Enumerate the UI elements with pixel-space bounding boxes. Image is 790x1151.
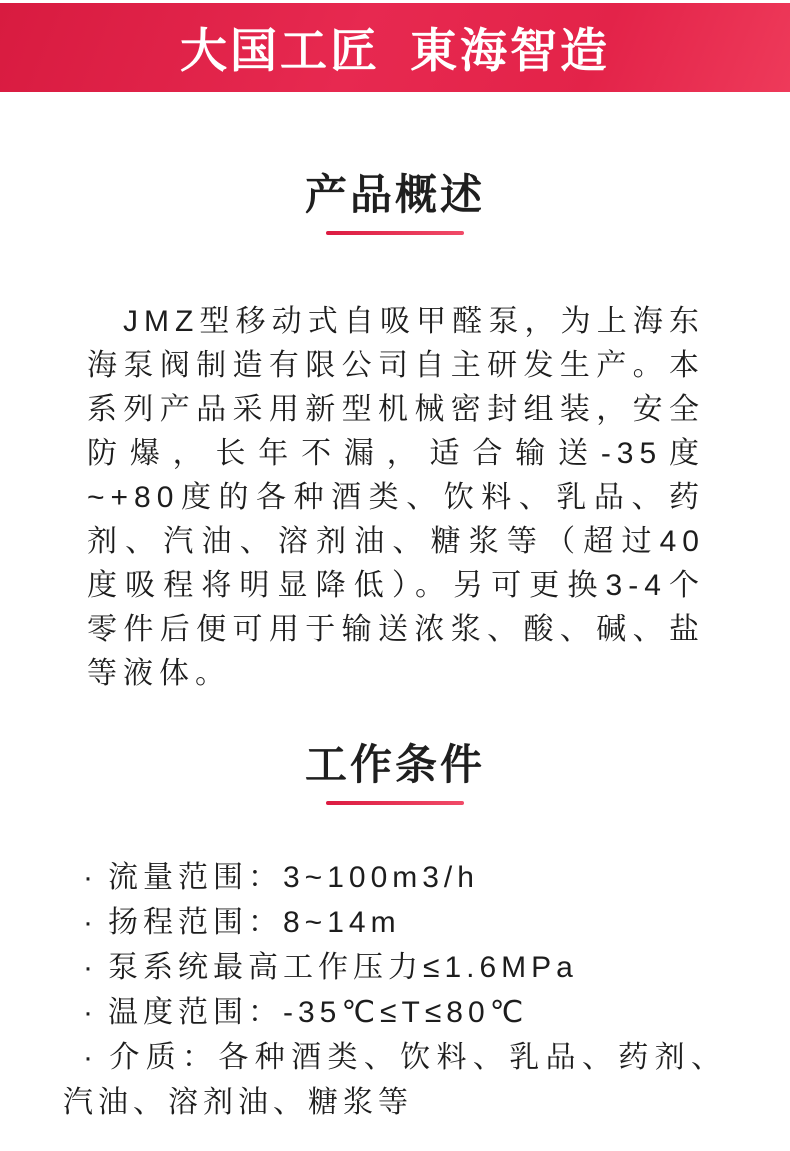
bullet-icon: · xyxy=(83,861,98,894)
working-conditions-list xyxy=(63,855,726,1125)
list-item-text: 泵系统最高工作压力≤1.6MPa xyxy=(108,951,578,984)
header-banner xyxy=(0,3,790,92)
bullet-icon: · xyxy=(83,1041,98,1074)
list-item-text: 流量范围：3~100m3/h xyxy=(108,861,479,894)
overview-title-underline xyxy=(326,231,464,235)
list-item-text: 扬程范围：8~14m xyxy=(108,906,401,939)
list-item-medium xyxy=(63,1035,726,1125)
list-item-text: 温度范围：-35℃≤T≤80℃ xyxy=(108,996,529,1029)
bullet-icon: · xyxy=(83,996,98,1029)
section-title-overview: 产品概述 xyxy=(304,171,485,218)
section-title-working-conditions: 工作条件 xyxy=(304,741,485,788)
list-item-head-range xyxy=(63,900,726,945)
banner-title: 大国工匠 東海智造 xyxy=(179,24,611,77)
list-item-text: 介质：各种酒类、饮料、乳品、药剂、汽油、溶剂油、糖浆等 xyxy=(63,1041,726,1119)
bullet-icon: · xyxy=(83,951,98,984)
conditions-title-underline xyxy=(326,801,464,805)
list-item-max-pressure xyxy=(63,945,726,990)
bullet-icon: · xyxy=(83,906,98,939)
list-item-flow-range xyxy=(63,855,726,900)
list-item-temperature-range xyxy=(63,990,726,1035)
product-overview-paragraph: JMZ型移动式自吸甲醛泵，为上海东海泵阀制造有限公司自主研发生产。本系列产品采用新型机械密封组装，安全防爆，长年不漏，适合输送-35度~+80度的各种酒类、饮料、乳品、药剂、汽油、溶剂油、糖浆等（超过40度吸程将明显降低）。另可更换3-4个零件后便可用于输送浓浆、酸、碱、盐等液体。 xyxy=(87,305,705,690)
